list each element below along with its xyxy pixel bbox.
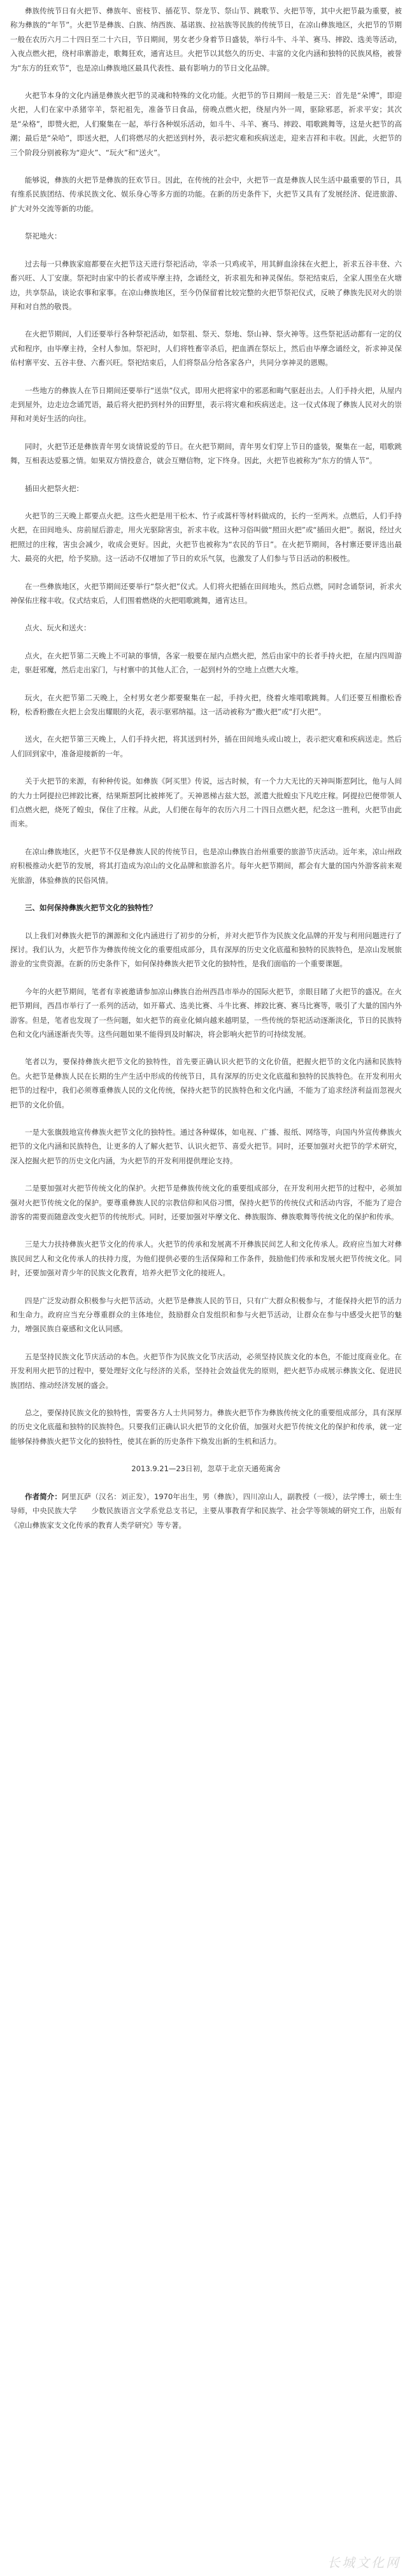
intro-section bbox=[10, 4, 402, 216]
section-3-paragraph-3: 笔者以为，要保持彝族火把节文化的独特性，首先要正确认识火把节的文化价值，把握火把节的文化内涵和民族特色。火把节是彝族人民在长期的生产生活中形成的传统节日，具有深厚的历史文化底蕴和独特的民族特色。在开发利用火把节的过程中，我们必须尊重彝族人民的文化传统，保持火把节的民族特色和文化内涵，不能为了追求经济利益而忽视火把节的文化价值。 bbox=[10, 1057, 402, 1109]
section-3-paragraph-7: 四是广泛发动群众积极参与火把节活动。火把节是彝族人民的节日，只有广大群众积极参与，才能保持火把节的活力和生命力。政府应当充分尊重群众的主体地位，鼓励群众自发组织和参与火把节活动，让群众在参与中感受火把节的魅力，增强民族自豪感和文化认同感。 bbox=[10, 1296, 402, 1334]
intro-paragraph-1: 彝族传统节日有火把节、彝族年、密枝节、插花节、祭龙节、祭山节、跳歌节、火把节等，其中火把节最为重要，被称为彝族的“年节”。火把节是彝族、白族、纳西族、基诺族、拉祜族等民族的传统节日，在凉山彝族地区，火把节的节期一般在农历六月二十四日至二十六日，节日期间，男女老少身着节日盛装，举行斗牛、斗羊、赛马、摔跤、选美等活动，入夜点燃火把，绕村串寨游走，歌舞狂欢，通宵达旦。火把节以其悠久的历史、丰富的文化内涵和独特的民族风格，被誉为“东方的狂欢节”，也是凉山彝族地区最具代表性、最有影响力的节日文化品牌。 bbox=[10, 6, 402, 73]
section-3-heading: 三、如何保持彝族火把节文化的独特性？ bbox=[25, 903, 157, 913]
section-3-paragraph-8: 五是坚持民族文化节庆活动的本色。火把节作为民族文化节庆活动，必须坚持民族文化的本色，不能过度商业化。在开发利用火把节的过程中，要处理好文化与经济的关系，坚持社会效益优先的原则，把火把节办成展示彝族文化、促进民族团结、推动经济发展的盛会。 bbox=[10, 1352, 402, 1390]
intro-paragraph-2: 火把节本身的文化内涵是彝族火把节的灵魂和特殊的文化功能。火把节的节日期间一般是三天：首先是“朵博”，即迎火把，人们在家中杀猪宰羊，祭祀祖先，准备节日食品，傍晚点燃火把，绕屋内外一周，驱除邪恶，祈求平安；其次是“朵格”，即赞火把，人们聚集在一起，举行各种娱乐活动，如斗牛、斗羊、赛马、摔跤、唱歌跳舞等，这是火把节的高潮；最后是“朵哈”，即送火把，人们将燃尽的火把送到村外，表示把灾难和疾病送走，迎来吉祥和丰收。因此，火把节的三个阶段分别被称为“迎火”、“玩火”和“送火”。 bbox=[10, 91, 402, 157]
sacrifice-paragraph-2: 在火把节期间，人们还要举行各种祭祀活动，如祭祖、祭天、祭地、祭山神、祭火神等。这些祭祀活动都有一定的仪式和程序，由毕摩主持，全村人参加。祭祀时，人们将牲畜宰杀后，把血洒在祭坛上，然后由毕摩念诵经文，祈求神灵保佑村寨平安、五谷丰登、六畜兴旺。祭祀结束后，人们将祭品分给各家各户，共同分享神灵的恩赐。 bbox=[10, 329, 402, 368]
light-play-send-paragraph-2: 玩火，在火把节第二天晚上，全村男女老少都要聚集在一起，手持火把，绕着火堆唱歌跳舞。人们还要互相撒松香粉，松香粉撒在火把上会发出耀眼的火花，表示驱邪纳福。这一活动被称为“撒火把”或“打火把”。 bbox=[10, 693, 402, 717]
subheading-light-play-send: 点火、玩火和送火： bbox=[25, 623, 91, 633]
sacrifice-paragraph-1: 过去每一只彝族家庭都要在火把节这天进行祭祀活动，宰杀一只鸡或羊，用其鲜血涂抹在火把上，祈求五谷丰登、六畜兴旺、人丁安康。祭祀时由家中的长者或毕摩主持，念诵经文，祈求祖先和神灵保佑。祭祀结束后，全家人围坐在火塘边，共享祭品，谈论农事和家事。在凉山彝族地区，至今仍保留着比较完整的火把节祭祀仪式，反映了彝族先民对火的崇拜和对自然的敬畏。 bbox=[10, 259, 402, 311]
section-3-paragraph-6: 三是大力扶持彝族火把节文化的传承人。火把节的传承和发展离不开彝族民间艺人和文化传承人。政府应当加大对彝族民间艺人和文化传承人的扶持力度，为他们提供必要的生活保障和工作条件，鼓励他们传承和发展火把节传统文化。同时，还要加强对青少年的民族文化教育，培养火把节文化的接班人。 bbox=[10, 1240, 402, 1278]
site-watermark-logo: 长城文化网 bbox=[327, 2555, 401, 2570]
section-3-paragraph-1: 以上我们对彝族火把节的渊源和文化内涵进行了初步的分析，并对火把节作为民族文化品牌的开发与利用问题进行了探讨。我们认为，火把节作为彝族传统文化的重要组成部分，具有深厚的历史文化底蕴和独特的民族特色，是凉山发展旅游业的宝贵资源。在新的历史条件下，如何保持彝族火把节文化的独特性，是我们面临的一个重要课题。 bbox=[10, 931, 402, 969]
section-3-paragraph-9: 总之，要保持民族文化的独特性，需要各方人士共同努力。彝族火把节作为彝族传统文化的重要组成部分，具有深厚的历史文化底蕴和独特的民族特色。只要我们正确认识火把节的文化价值，加强对火把节传统文化的保护和传承，就一定能够保持彝族火把节文化的独特性，使其在新的历史条件下焕发出新的生机和活力。 bbox=[10, 1408, 402, 1446]
section-3-paragraph-2: 今年的火把节期间，笔者有幸被邀请参加凉山彝族自治州西昌市举办的国际火把节，亲眼目睹了火把节的盛况。在火把节期间，西昌市举行了一系列的活动，如开幕式、选美比赛、斗牛比赛、摔跤比赛、赛马比赛等，吸引了大量的国内外游客。但是，笔者也发现了一些问题，如火把节的商业化倾向越来越明显，一些传统的祭祀活动逐渐淡化，节日的民族特色和文化内涵逐渐丧失等。这些问题如果不能得到及时解决，将会影响火把节的可持续发展。 bbox=[10, 987, 402, 1039]
origin-paragraph-1: 关于火把节的来源，有种种传说。如彝族《阿买里》传说，远古时候，有一个力大无比的天神叫斯惹阿比，他与人间的大力士阿提拉巴摔跤比赛，结果斯惹阿比被摔死了。天神恩梯古兹大怒，派遣大批蝗虫下凡吃庄稼。阿提拉巴便带领人们点燃火把，烧死了蝗虫，保住了庄稼。从此，人们便在每年的农历六月二十四日点燃火把，纪念这一胜利，火把节由此而来。 bbox=[10, 777, 402, 829]
author-bio bbox=[10, 1490, 402, 1532]
field-torch-paragraph-1: 火把节的三天晚上都要点火把。这些火把是用干松木、竹子或蒿杆等材料做成的，长约一至两米。点燃后，人们手持火把，在田间地头、房前屋后游走，用火光驱除害虫，祈求丰收。这种习俗叫做“照田火把”或“插田火把”。据说，经过火把照过的庄稼，害虫会减少，收成会更好。因此，火把节也被称为“农民的节日”。在火把节期间，各村寨还要评选出最大、最亮的火把，给予奖励。这一活动不仅增加了节日的欢乐气氛，也激发了人们参与节日活动的积极性。 bbox=[10, 511, 402, 564]
light-play-send-paragraph-3: 送火，在火把节第三天晚上，人们手持火把，将其送到村外，插在田间地头或山坡上，表示把灾难和疾病送走。然后人们回到家中，准备迎接新的一年。 bbox=[10, 735, 402, 758]
author-bio-label: 作者简介： bbox=[25, 1492, 62, 1501]
origin-paragraph-2: 在凉山彝族地区，火把节不仅是彝族人民的传统节日，也是凉山彝族自治州重要的旅游节庆活动。近年来，凉山州政府积极推动火把节的发展，将其打造成为凉山的文化品牌和旅游名片。每年火把节期间，都会有大量的国内外游客前来观光旅游，体验彝族的民俗风情。 bbox=[10, 847, 402, 885]
sacrifice-paragraph-3: 一些地方的彝族人在节日期间还要举行“送祟”仪式，即用火把将家中的邪恶和晦气驱赶出去。人们手持火把，从屋内走到屋外，边走边念诵咒语，最后将火把扔到村外的田野里，表示将灾难和疾病送走。这一仪式体现了彝族人民对火的崇拜和对美好生活的向往。 bbox=[10, 385, 402, 424]
date-line: 2013.9.21—23日初，忽草于北京天通苑寓舍 bbox=[131, 1464, 281, 1474]
author-bio-text: 阿里瓦萨（汉名：刘正发），1970年出生，男（彝族），四川凉山人，副教授（一级），法学博士，硕士生导师，中央民族大学 少数民族语言文学系党总支书记，主要从事教育学和民族学、社会学等领域的研究工作，出版有《凉山彝族家支文化传承的教育人类学研究》等专著。 bbox=[10, 1492, 402, 1530]
subheading-sacrifice-fire: 祭祀地火： bbox=[25, 232, 62, 241]
intro-paragraph-3: 能够说，彝族的火把节是彝族的狂欢节日。因此，在传统的社会中，火把节一直是彝族人民生活中最重要的节日，具有维系民族团结、传承民族文化、娱乐身心等多方面的功能。在新的历史条件下，火把节又具有了发展经济、促进旅游、扩大对外交流等新的功能。 bbox=[10, 176, 402, 213]
subheading-field-torch: 插田火把祭火把： bbox=[25, 483, 83, 493]
section-3-paragraph-5: 二是要加强对火把节传统文化的保护。火把节是彝族传统文化的重要组成部分，在开发利用火把节的过程中，必须加强对火把节传统文化的保护。要尊重彝族人民的宗教信仰和风俗习惯，保持火把节的传统仪式和活动内容，不能为了迎合游客的需要而随意改变火把节的传统形式。同时，还要加强对毕摩文化、彝族服饰、彝族歌舞等传统文化的保护和传承。 bbox=[10, 1184, 402, 1221]
sacrifice-paragraph-4: 同时，火把节还是彝族青年男女谈情说爱的节日。在火把节期间，青年男女们穿上节日的盛装，聚集在一起，唱歌跳舞，互相表达爱慕之情。如果双方情投意合，就会互赠信物，定下终身。因此，火把节也被称为“东方的情人节”。 bbox=[10, 441, 402, 466]
section-3-paragraph-4: 一是大张旗鼓地宣传彝族火把节文化的独特性。通过各种媒体，如电视、广播、报纸、网络等，向国内外宣传彝族火把节的文化内涵和民族特色，让更多的人了解火把节、认识火把节、喜爱火把节。同时，还要加强对火把节的学术研究，深入挖掘火把节的历史文化内涵，为火把节的开发利用提供理论支持。 bbox=[10, 1127, 402, 1165]
light-play-send-paragraph-1: 点火，在火把节第二天晚上不可缺的事情，各家一般要在屋内点燃火把，然后由家中的长者手持火把，在屋内四周游走，驱赶邪魔，然后走出家门，与村寨中的其他人汇合，一起到村外的空地上点燃大火堆。 bbox=[10, 651, 402, 675]
field-torch-paragraph-2: 在一些彝族地区，火把节期间还要举行“祭火把”仪式。人们将火把插在田间地头，然后点燃，同时念诵祭词，祈求火神保佑庄稼丰收。仪式结束后，人们围着燃烧的火把唱歌跳舞，通宵达旦。 bbox=[10, 581, 402, 605]
